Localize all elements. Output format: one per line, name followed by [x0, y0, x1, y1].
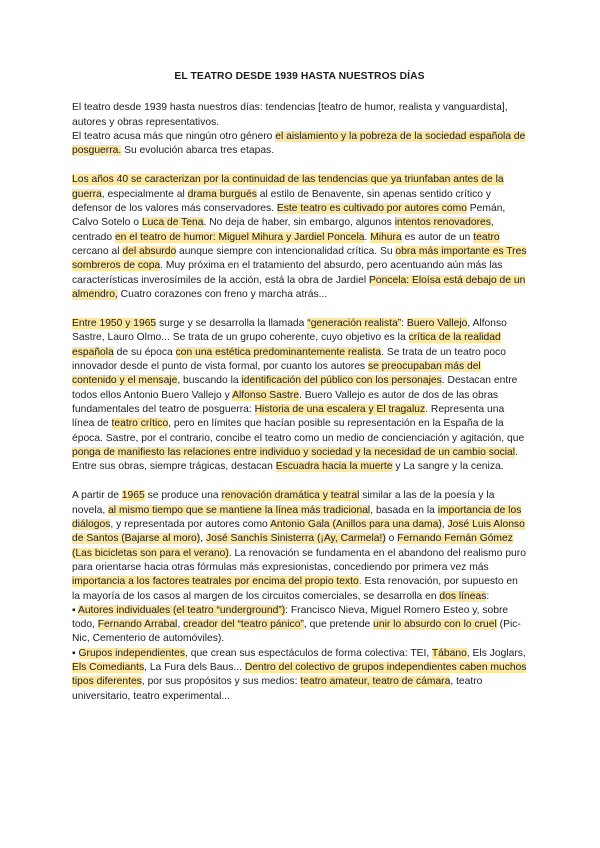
text-segment: . Destacan entre todos ellos Antonio Buero Vallejo y: [72, 375, 518, 401]
highlighted-text: del absurdo: [122, 245, 177, 257]
text-segment: ,: [441, 519, 448, 531]
highlighted-text: “generación realista”: [307, 318, 402, 330]
text-segment: al estilo de Benavente, sin apenas sentido crítico y defensor de los valores más conservadores.: [72, 188, 491, 215]
highlighted-text: intentos renovadores: [394, 217, 491, 229]
paragraph: [72, 101, 527, 130]
highlighted-text: Este teatro es cultivado por autores como: [276, 203, 467, 215]
text-segment: ▪: [72, 604, 78, 616]
text-segment: . Buero Vallejo es autor de dos de las obras fundamentales del teatro de posguerra:: [72, 389, 499, 415]
text-segment: . La renovación se fundamenta en el abandono del realismo puro para orientarse hacia otras fórmulas más expresionistas, concediendo por primera vez más: [72, 547, 526, 573]
highlighted-text: Tábano: [431, 647, 467, 659]
highlighted-text: Fernando Arrabal: [97, 619, 178, 631]
text-segment: . Se trata de un teatro poco innovador desde el punto de vista formal, por cuanto los autores: [72, 346, 506, 373]
paragraph: [72, 173, 527, 302]
paragraph: [72, 317, 527, 474]
highlighted-text: al mismo tiempo que se mantiene la línea más tradicional: [108, 504, 371, 516]
text-segment: , buscando la: [177, 375, 242, 387]
paragraph: [72, 489, 527, 603]
text-segment: cercano al: [72, 245, 123, 257]
text-segment: . No deja de haber, sin embargo, algunos: [203, 217, 395, 229]
highlighted-text: 1965: [121, 490, 145, 502]
highlighted-text: Entre 1950 y 1965: [72, 318, 157, 330]
text-segment: :: [401, 318, 407, 330]
text-segment: , Alfonso Sastre, Lauro Olmo... Se trata de un grupo coherente, cuyo objetivo es la: [72, 318, 507, 344]
text-segment: Su evolución abarca tres etapas.: [121, 145, 275, 157]
text-segment: : Francisco Nieva, Miguel Romero Esteo y, sobre todo,: [72, 604, 509, 631]
highlighted-text: Buero Vallejo: [406, 318, 468, 330]
text-segment: de su época: [113, 346, 176, 358]
highlighted-text: Autores individuales (el teatro “underground”): [77, 604, 286, 616]
highlighted-text: José Sanchís Sinisterra (¡Ay, Carmela!): [205, 533, 386, 545]
paragraph: [72, 604, 527, 647]
highlighted-text: Mihura: [370, 231, 402, 243]
highlighted-text: importancia de los diálogos: [72, 504, 522, 531]
highlighted-text: drama burgués: [187, 188, 257, 200]
document-title: EL TEATRO DESDE 1939 HASTA NUESTROS DÍAS: [174, 71, 425, 82]
highlighted-text: obra más importante es Tres sombreros de copa: [72, 245, 527, 272]
text-segment: es autor de un: [401, 231, 474, 243]
text-segment: Cuatro corazones con freno y marcha atrás...: [117, 288, 328, 300]
highlighted-text: dos líneas: [439, 590, 487, 602]
highlighted-text: con una estética predominantemente realista: [175, 346, 382, 358]
highlighted-text: unir lo absurdo con lo cruel: [373, 619, 497, 631]
highlighted-text: ponga de manifiesto las relaciones entre individuo y sociedad y la necesidad de un cambio social: [72, 446, 516, 458]
highlighted-text: Los años 40 se caracterizan por la continuidad de las tendencias que ya triunfaban antes de la guerra: [72, 174, 504, 200]
paragraph: [72, 647, 527, 704]
text-segment: , que pretende: [303, 619, 374, 631]
highlighted-text: Els Comediants: [72, 661, 145, 673]
text-segment: , centrado: [72, 217, 494, 243]
text-segment: .: [364, 231, 371, 243]
paragraph: [72, 130, 527, 159]
text-segment: , La Fura dels Baus...: [144, 661, 245, 673]
text-segment: aunque siempre con intencionalidad crítica. Su: [176, 245, 396, 257]
text-segment: (Pic-Nic, Cementerio de automóviles).: [72, 619, 521, 645]
text-segment: A partir de: [72, 490, 122, 502]
text-segment: . Representa una línea de: [72, 403, 505, 430]
text-segment: Pemán, Calvo Sotelo o: [72, 203, 506, 229]
text-segment: y La sangre y la ceniza.: [392, 461, 504, 473]
document-body: [72, 101, 527, 704]
text-segment: . Entre sus obras, siempre trágicas, destacan: [72, 446, 518, 473]
text-segment: ▪: [72, 647, 79, 659]
highlighted-text: identificación del público con los personajes: [241, 375, 442, 387]
text-segment: o: [385, 533, 398, 545]
highlighted-text: José Luis Alonso de Santos (Bajarse al moro): [72, 519, 525, 545]
highlighted-text: teatro: [473, 231, 500, 243]
text-segment: ,: [200, 533, 206, 545]
highlighted-text: creador del “teatro pánico”: [183, 619, 304, 631]
highlighted-text: Grupos independientes: [78, 647, 185, 659]
text-segment: , Els Joglars,: [466, 647, 526, 659]
highlighted-text: Fernando Fernán Gómez (Las bicicletas son para el verano): [72, 533, 513, 559]
highlighted-text: en el teatro de humor: Miguel Mihura y Jardiel Poncela: [114, 231, 365, 243]
text-segment: . Esta renovación, por supuesto en la mayoría de los casos al margen de los circuitos comerciales, se desarrolla en: [72, 576, 518, 602]
text-segment: similar a las de la poesía y la novela,: [72, 490, 495, 516]
highlighted-text: teatro crítico: [111, 418, 169, 430]
highlighted-text: teatro amateur, teatro de cámara: [300, 676, 451, 688]
text-segment: :: [486, 590, 490, 602]
text-segment: , teatro universitario, teatro experimental...: [72, 676, 483, 702]
text-segment: se produce una: [144, 490, 222, 502]
highlighted-text: Poncela: Eloísa está debajo de un almendro,: [72, 274, 526, 300]
text-segment: El teatro desde 1939 hasta nuestros días: tendencias [teatro de humor, realista y vanguardista], autores y obras representativos.: [72, 102, 508, 128]
text-segment: ,: [177, 619, 184, 631]
highlighted-text: importancia a los factores teatrales por encima del propio texto: [72, 576, 359, 588]
text-segment: , especialmente al: [101, 188, 188, 200]
highlighted-text: crítica de la realidad española: [72, 332, 501, 358]
highlighted-text: Dentro del colectivo de grupos independientes caben muchos tipos diferentes: [72, 661, 527, 688]
highlighted-text: Luca de Tena: [141, 217, 204, 229]
highlighted-text: Historia de una escalera y El tragaluz: [254, 403, 426, 415]
highlighted-text: Alfonso Sastre: [232, 389, 300, 401]
text-segment: . Muy próxima en el tratamiento del absurdo, pero acentuando aún más las características inverosímiles de la acción, está la obra de Jardiel: [72, 260, 503, 286]
highlighted-text: Antonio Gala (Anillos para una dama): [270, 519, 442, 531]
highlighted-text: renovación dramática y teatral: [221, 490, 360, 502]
highlighted-text: el aislamiento y la pobreza de la sociedad española de posguerra.: [72, 130, 526, 157]
text-segment: surge y se desarrolla la llamada: [156, 318, 308, 330]
highlighted-text: Escuadra hacia la muerte: [275, 461, 393, 473]
highlighted-text: se preocupaban más del contenido y el mensaje: [72, 361, 481, 387]
text-segment: , basada en la: [370, 504, 438, 516]
text-segment: , y representada por autores como: [110, 519, 271, 531]
text-segment: , que crean sus espectáculos de forma colectiva: TEI,: [185, 647, 432, 659]
text-segment: , por sus propósitos y sus medios:: [141, 676, 301, 688]
text-segment: , pero en límites que hacían posible su representación en la España de la época. Sastre, por el contrario, concibe el teatro como un medio de concienciación y agitación, que: [72, 418, 525, 444]
text-segment: El teatro acusa más que ningún otro género: [72, 130, 276, 142]
